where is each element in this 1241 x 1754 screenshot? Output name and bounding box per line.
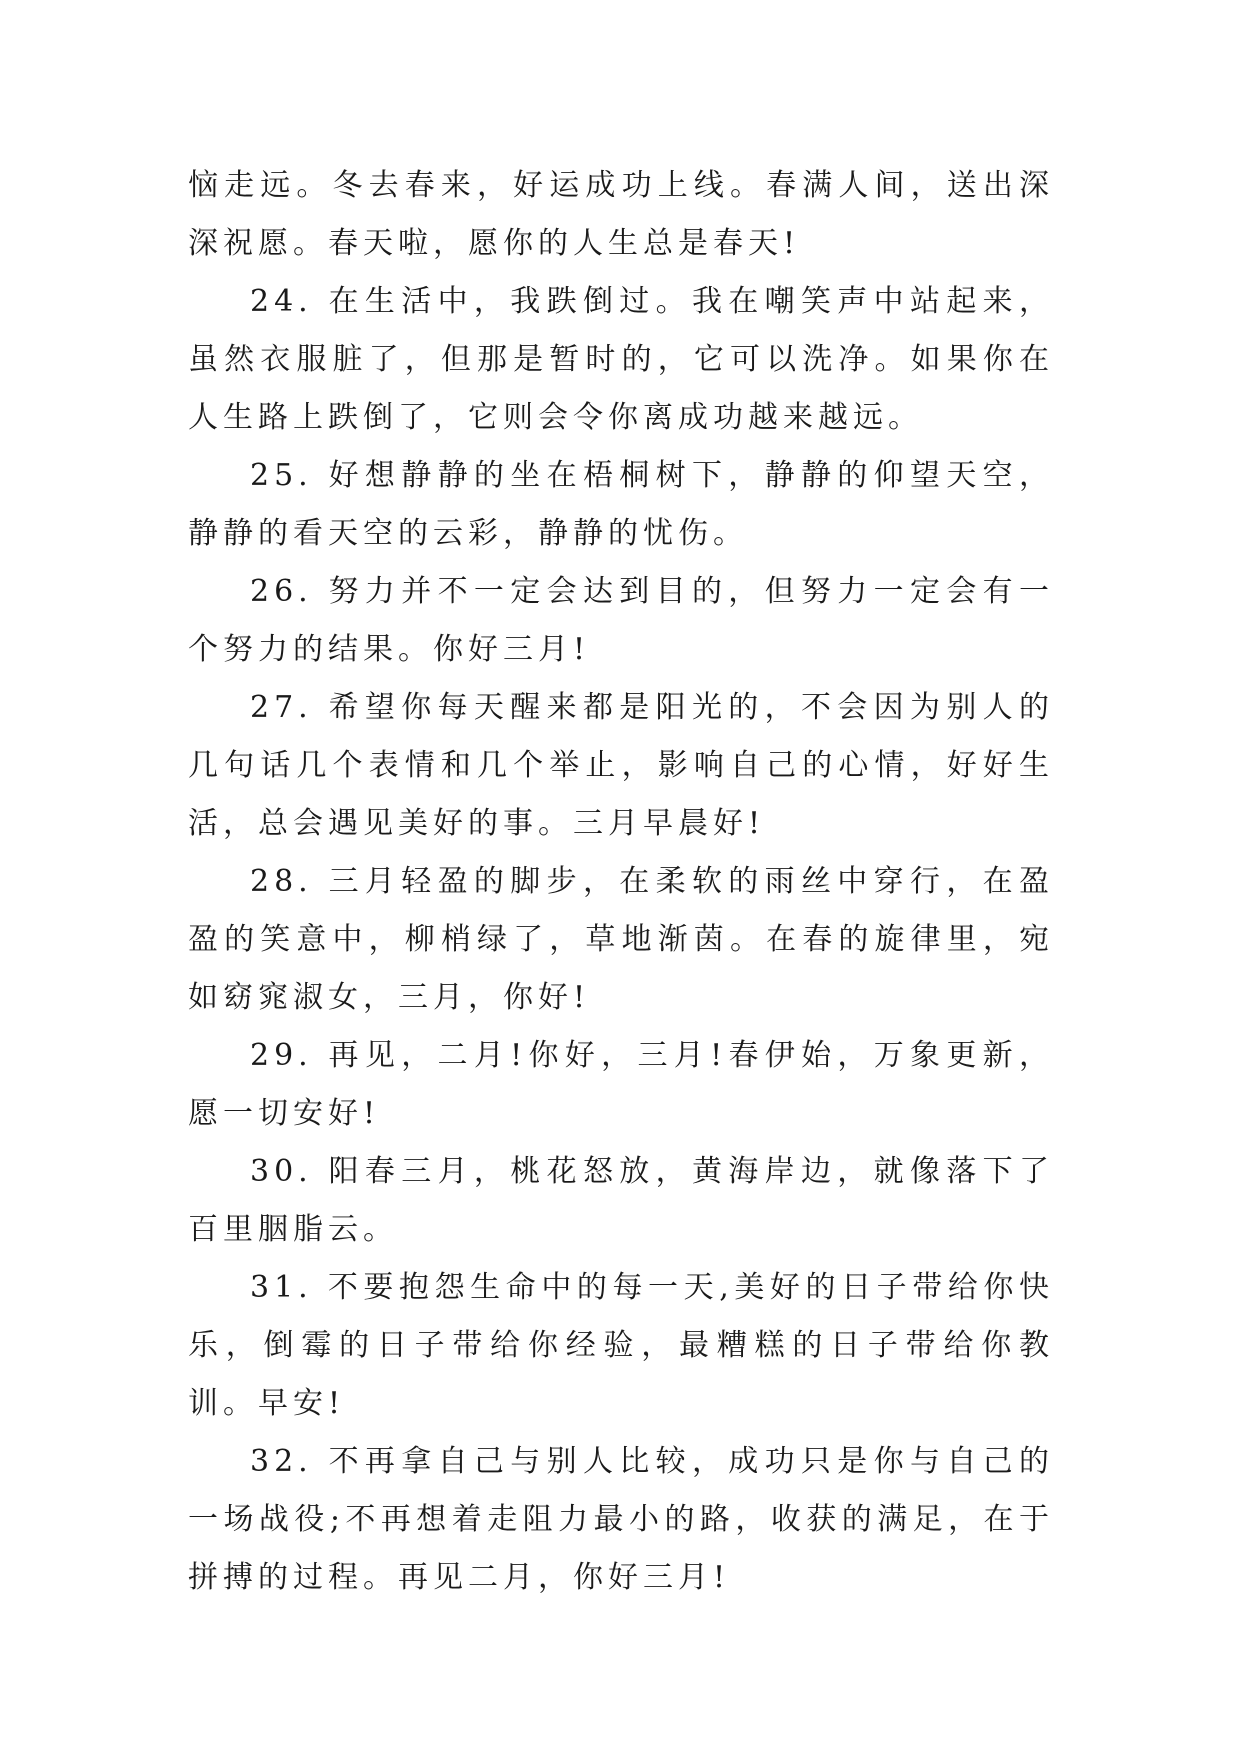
paragraph-27: 27. 希望你每天醒来都是阳光的，不会因为别人的几句话几个表情和几个举止，影响自己的心情，好好生活，总会遇见美好的事。三月早晨好! — [188, 690, 1054, 841]
paragraph-31: 31. 不要抱怨生命中的每一天,美好的日子带给你快乐，倒霉的日子带给你经验，最糟糕的日子带给你教训。早安! — [188, 1270, 1054, 1421]
paragraph-25: 25. 好想静静的坐在梧桐树下，静静的仰望天空，静静的看天空的云彩，静静的忧伤。 — [188, 458, 1054, 551]
paragraph-24: 24. 在生活中，我跌倒过。我在嘲笑声中站起来，虽然衣服脏了，但那是暂时的，它可以洗净。如果你在人生路上跌倒了，它则会令你离成功越来越远。 — [188, 284, 1054, 435]
paragraph-32: 32. 不再拿自己与别人比较，成功只是你与自己的一场战役;不再想着走阻力最小的路，收获的满足，在于拼搏的过程。再见二月，你好三月! — [188, 1444, 1054, 1595]
paragraph-29: 29. 再见，二月!你好，三月!春伊始，万象更新，愿一切安好! — [188, 1038, 1054, 1131]
paragraph-continued: 恼走远。冬去春来，好运成功上线。春满人间，送出深深祝愿。春天啦，愿你的人生总是春天! — [188, 168, 1054, 261]
paragraph-26: 26. 努力并不一定会达到目的，但努力一定会有一个努力的结果。你好三月! — [188, 574, 1054, 667]
paragraph-30: 30. 阳春三月，桃花怒放，黄海岸边，就像落下了百里胭脂云。 — [188, 1154, 1054, 1247]
paragraph-28: 28. 三月轻盈的脚步，在柔软的雨丝中穿行，在盈盈的笑意中，柳梢绿了，草地渐茵。在春的旋律里，宛如窈窕淑女，三月，你好! — [188, 864, 1054, 1015]
document-body — [188, 157, 1054, 1607]
